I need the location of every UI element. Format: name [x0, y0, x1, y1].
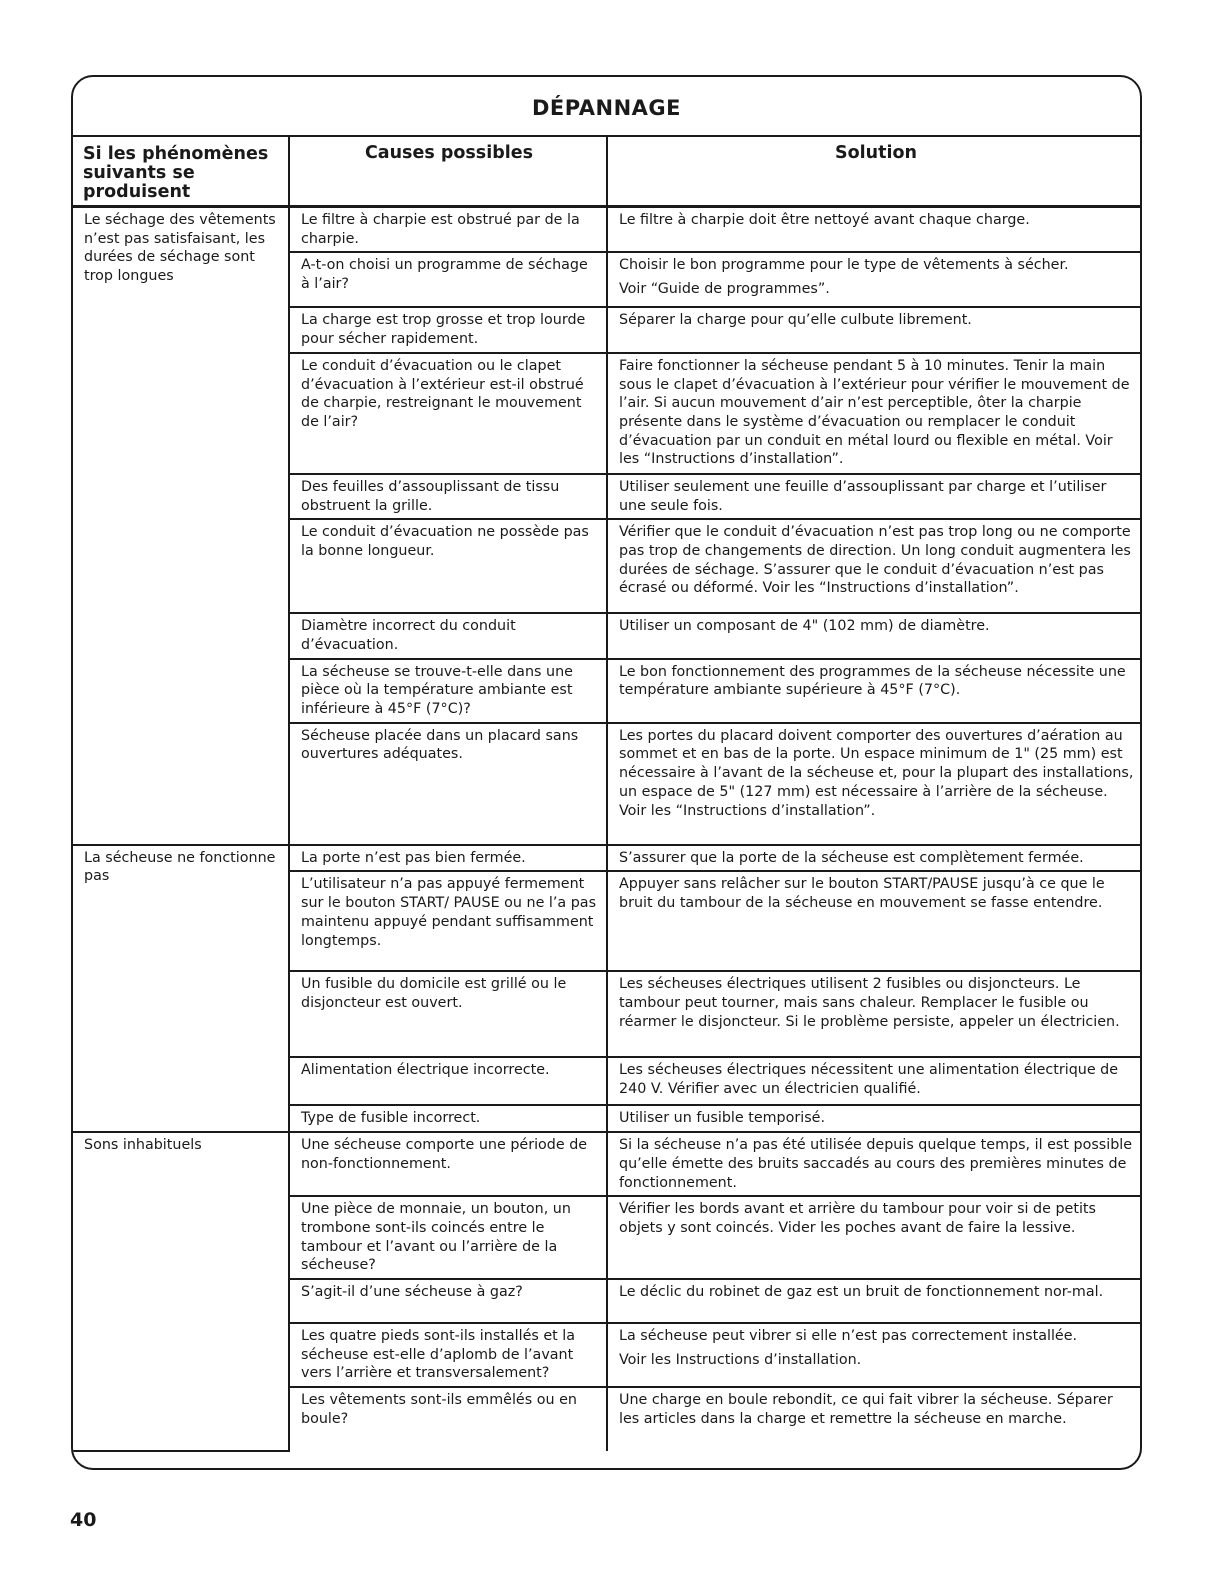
solution-text: Choisir le bon programme pour le type de vêtements à sécher.	[619, 257, 1069, 274]
solution-note: Voir les Instructions d’installation.	[619, 1351, 862, 1368]
solution-text: Séparer la charge pour qu’elle culbute librement.	[619, 312, 972, 329]
solution-text: S’assurer que la porte de la sécheuse est complètement fermée.	[619, 849, 1084, 866]
page-title: DÉPANNAGE	[532, 96, 681, 120]
solution-cell	[607, 971, 1142, 1057]
solution-text: Le filtre à charpie doit être nettoyé avant chaque charge.	[619, 212, 1030, 228]
solution-cell	[607, 1132, 1142, 1196]
solution-cell	[607, 353, 1142, 474]
cause-cell: Un fusible du domicile est grillé ou le disjoncteur est ouvert.	[289, 971, 607, 1057]
solution-text: Utiliser un fusible temporisé.	[619, 1110, 826, 1127]
solution-cell	[607, 613, 1142, 658]
troubleshooting-panel	[71, 75, 1142, 1470]
cause-cell: Des feuilles d’assouplissant de tissu obstruent la grille.	[289, 474, 607, 519]
cause-cell: A-t-on choisi un programme de séchage à l’air?	[289, 252, 607, 307]
cause-cell: S’agit-il d’une sécheuse à gaz?	[289, 1279, 607, 1323]
cause-cell: Type de fusible incorrect.	[289, 1105, 607, 1132]
cause-cell: La charge est trop grosse et trop lourde pour sécher rapidement.	[289, 307, 607, 352]
header-solution: Solution	[607, 136, 1142, 207]
solution-cell	[607, 1279, 1142, 1323]
solution-cell	[607, 659, 1142, 723]
cause-cell: Le conduit d’évacuation ou le clapet d’évacuation à l’extérieur est-il obstrué de charpie, restreignant le mouvement de l’air?	[289, 353, 607, 474]
solution-cell	[607, 723, 1142, 845]
table-header-row	[73, 136, 1142, 207]
cause-cell: Les quatre pieds sont-ils installés et la sécheuse est-elle d’aplomb de l’avant vers l’arrière et transversalement?	[289, 1323, 607, 1387]
symptom-cell: La sécheuse ne fonctionne pas	[73, 845, 289, 1132]
solution-text: Le déclic du robinet de gaz est un bruit de fonctionnement nor-mal.	[619, 1284, 1104, 1301]
solution-text: Si la sécheuse n’a pas été utilisée depuis quelque temps, il est possible qu’elle émette des bruits saccadés au cours des premières minutes de fonctionnement.	[619, 1137, 1133, 1191]
solution-text: Vérifier que le conduit d’évacuation n’est pas trop long ou ne comporte pas trop de changements de direction. Un long conduit augmentera les durées de séchage. S’assurer que le conduit d’évacuation n’est pas écrasé ou déformé. Voir les “Instructions d’installation”.	[619, 524, 1131, 597]
troubleshooting-table	[73, 135, 1142, 1452]
cause-cell: Une pièce de monnaie, un bouton, un trombone sont-ils coincés entre le tambour et l’avant ou l’arrière de la sécheuse?	[289, 1196, 607, 1279]
cause-cell: Les vêtements sont-ils emmêlés ou en boule?	[289, 1387, 607, 1451]
solution-text: Appuyer sans relâcher sur le bouton START/PAUSE jusqu’à ce que le bruit du tambour de la sécheuse en mouvement se fasse entendre.	[619, 876, 1105, 912]
header-symptom: Si les phénomènes suivants se produisent	[73, 136, 289, 207]
solution-cell	[607, 871, 1142, 971]
cause-cell: La porte n’est pas bien fermée.	[289, 845, 607, 872]
solution-text: Une charge en boule rebondit, ce qui fait vibrer la sécheuse. Séparer les articles dans la charge et remettre la sécheuse en marche.	[619, 1392, 1113, 1427]
cause-cell: Alimentation électrique incorrecte.	[289, 1057, 607, 1105]
table-row	[73, 207, 1142, 253]
symptom-cell: Sons inhabituels	[73, 1132, 289, 1451]
cause-cell: L’utilisateur n’a pas appuyé fermement sur le bouton START/ PAUSE ou ne l’a pas maintenu appuyé pendant suffisamment longtemps.	[289, 871, 607, 971]
solution-text: Utiliser seulement une feuille d’assouplissant par charge et l’utiliser une seule fois.	[619, 478, 1107, 514]
solution-cell	[607, 1323, 1142, 1387]
solution-text: Utiliser un composant de 4" (102 mm) de diamètre.	[619, 618, 990, 635]
solution-cell	[607, 307, 1142, 352]
page-number: 40	[70, 1509, 97, 1531]
solution-cell	[607, 474, 1142, 519]
solution-cell	[607, 1057, 1142, 1105]
cause-cell: Le conduit d’évacuation ne possède pas la bonne longueur.	[289, 519, 607, 613]
solution-text: Les portes du placard doivent comporter des ouvertures d’aération au sommet et en bas de la porte. Un espace minimum de 1" (25 mm) est nécessaire à l’avant de la sécheuse et, pour la plupart des installations, un espace de 5" (127 mm) est nécessaire à l’arrière de la sécheuse. Voir les “Instructions d’installation”.	[619, 727, 1134, 819]
cause-cell: Diamètre incorrect du conduit d’évacuation.	[289, 613, 607, 658]
cause-cell: Sécheuse placée dans un placard sans ouvertures adéquates.	[289, 723, 607, 845]
solution-text: Les sécheuses électriques utilisent 2 fusibles ou disjoncteurs. Le tambour peut tourner, mais sans chaleur. Remplacer le fusible ou réarmer le disjoncteur. Si le problème persiste, appeler un électricien.	[619, 976, 1120, 1030]
solution-cell	[607, 1387, 1142, 1451]
solution-cell	[607, 207, 1142, 253]
solution-text: Le bon fonctionnement des programmes de la sécheuse nécessite une température ambiante supérieure à 45°F (7°C).	[619, 663, 1126, 699]
solution-note: Voir “Guide de programmes”.	[619, 281, 830, 298]
symptom-cell: Le séchage des vêtements n’est pas satisfaisant, les durées de séchage sont trop longues	[73, 207, 289, 845]
solution-cell	[607, 845, 1142, 872]
table-row	[73, 1132, 1142, 1196]
solution-cell	[607, 1196, 1142, 1279]
solution-text: Vérifier les bords avant et arrière du tambour pour voir si de petits objets y sont coincés. Vider les poches avant de faire la lessive.	[619, 1201, 1096, 1236]
header-cause: Causes possibles	[289, 136, 607, 207]
solution-cell	[607, 519, 1142, 613]
solution-text: Les sécheuses électriques nécessitent une alimentation électrique de 240 V. Vérifier avec un électricien qualifié.	[619, 1062, 1119, 1098]
solution-cell	[607, 252, 1142, 307]
table-body	[73, 207, 1142, 1452]
solution-text: Faire fonctionner la sécheuse pendant 5 à 10 minutes. Tenir la main sous le clapet d’évacuation à l’extérieur pour vérifier le mouvement de l’air. Si aucun mouvement d’air n’est perceptible, ôter la charpie présente dans le système d’évacuation ou remplacer le conduit d’évacuation par un conduit en métal lourd ou flexible en métal. Voir les “Instructions d’installation”.	[619, 357, 1130, 468]
cause-cell: La sécheuse se trouve-t-elle dans une pièce où la température ambiante est inférieure à 45°F (7°C)?	[289, 659, 607, 723]
solution-text: La sécheuse peut vibrer si elle n’est pas correctement installée.	[619, 1328, 1078, 1345]
cause-cell: Une sécheuse comporte une période de non-fonctionnement.	[289, 1132, 607, 1196]
table-row	[73, 845, 1142, 872]
cause-cell: Le filtre à charpie est obstrué par de la charpie.	[289, 207, 607, 253]
solution-cell	[607, 1105, 1142, 1132]
